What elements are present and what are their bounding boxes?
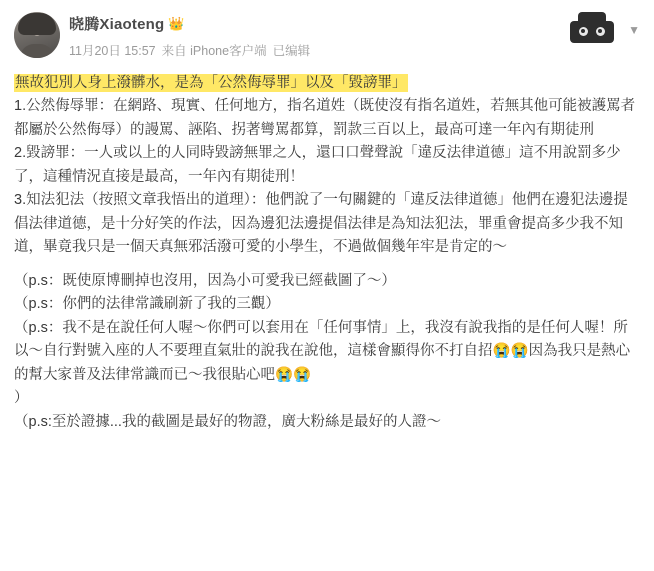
chevron-down-icon[interactable]: ▼ [628,23,640,37]
post-source-link[interactable]: iPhone客户端 [190,44,267,58]
app-logo-body [570,21,614,43]
post-content [14,72,640,434]
post-header-right [566,10,640,48]
author-name[interactable]: 晓腾Xiaoteng [69,15,165,33]
post-header [14,10,640,68]
highlight-statement [14,72,640,95]
post-edited-label: 已编辑 [272,44,311,58]
paragraph-1: 1.公然侮辱罪：在網路、現實、任何地方，指名道姓（既使沒有指名道姓，若無其他可能被護罵者都屬於公然侮辱）的謾罵、誣陷、拐著彎罵都算，罰款三百以上，最高可達一年內有期徒刑 [14,98,636,138]
app-logo-icon [566,12,618,48]
highlight-text: 無故犯別人身上潑髒水，是為「公然侮辱罪」以及「毀謗罪」 [15,75,407,91]
postscript-4: （p.s:至於證據...我的截圖是最好的物證，廣大粉絲是最好的人證～ [14,413,441,430]
avatar[interactable] [14,12,60,58]
post-meta [69,41,566,59]
post-header-main [60,10,566,59]
postscript-2: （p.s：你們的法律常識刷新了我的三觀） [14,296,280,313]
paragraph-2: 2.毀謗罪：一人或以上的人同時毀謗無罪之人，還口口聲聲說「違反法律道德」這不用說罰多少了，這種情況直接是最高，一年內有期徒刑！ [14,145,621,185]
avatar-hair [18,13,56,35]
post-source [162,41,267,59]
postscript-1: （p.s：既使原博刪掉也沒用，因為小可愛我已經截圖了～） [14,272,396,289]
postscript-3-close: ） [14,390,29,407]
author-row [69,11,566,35]
post-source-prefix: 来自 [161,44,187,58]
postscript-3: （p.s：我不是在說任何人喔～你們可以套用在「任何事情」上，我沒有說我指的是任何人喔！所以～自行對號入座的人不要理直氣壯的說我在說他，這樣會顯得你不打自招😭😭因為我只是熱心的幫大家普及法律常識而已～我很貼心吧😭😭 [14,319,631,383]
paragraph-3: 3.知法犯法（按照文章我悟出的道理）：他們說了一句關鍵的「違反法律道德」他們在邊犯法邊提倡法律道德，是十分好笑的作法，因為邊犯法邊提倡法律是為知法犯法，罪重會提高多少我不知道，畢竟我只是一個天真無邪活潑可愛的小學生，不過做個幾年牢是肯定的～ [14,192,628,256]
postscript-block [14,270,640,434]
vip-crown-icon: 👑 [168,15,185,31]
post-timestamp: 11月20日 15:57 [69,44,156,58]
